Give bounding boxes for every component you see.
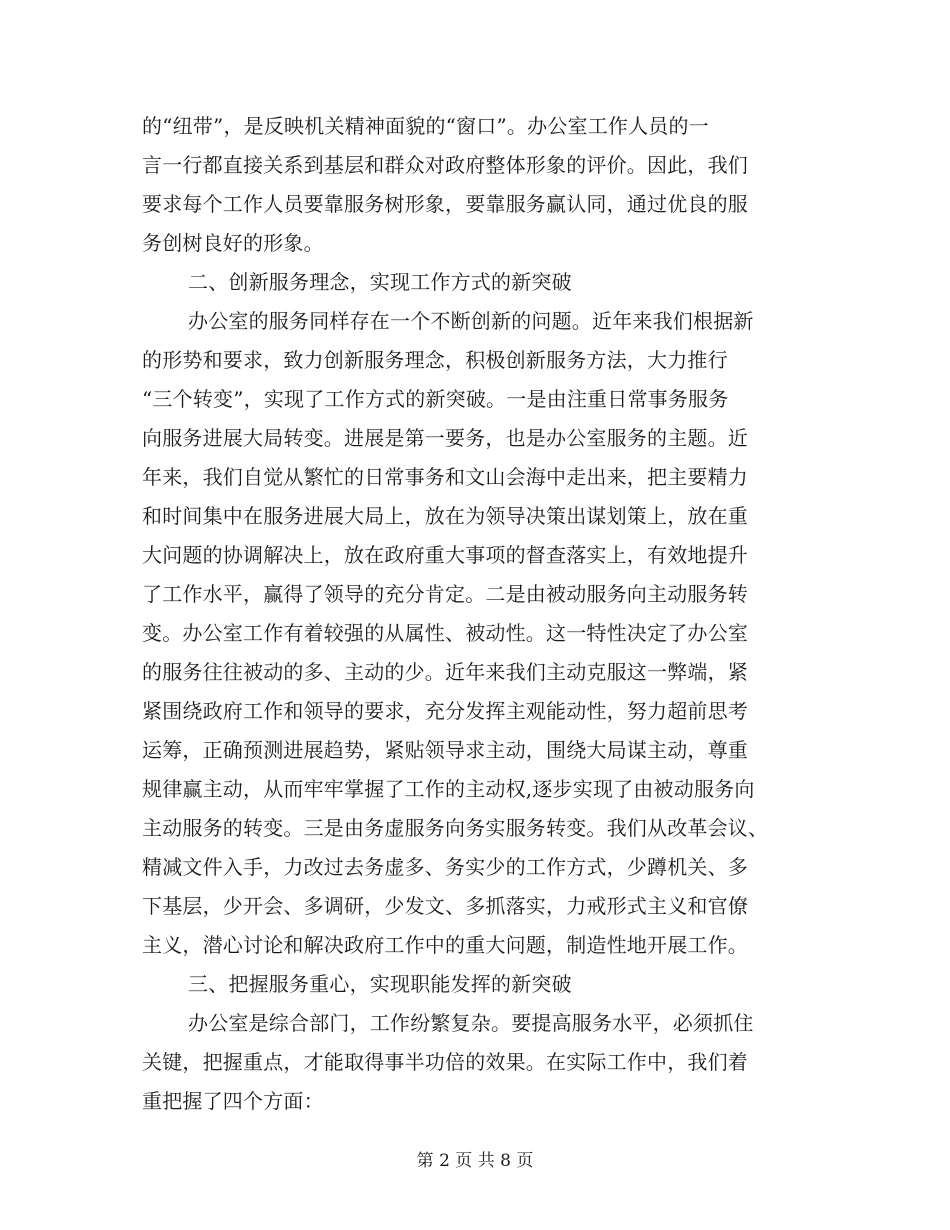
section-heading: 三、把握服务重心，实现职能发挥的新突破 bbox=[188, 972, 572, 996]
text-line: 和时间集中在服务进展大局上，放在为领导决策出谋划策上，放在重 bbox=[142, 504, 748, 528]
text-line: 的“纽带”，是反映机关精神面貌的“窗口”。办公室工作人员的一 bbox=[142, 114, 709, 138]
text-line: 要求每个工作人员要靠服务树形象，要靠服务赢认同，通过优良的服 bbox=[142, 192, 748, 216]
section-heading: 二、创新服务理念，实现工作方式的新突破 bbox=[188, 270, 572, 294]
text-line: 办公室是综合部门，工作纷繁复杂。要提高服务水平，必须抓住 bbox=[188, 1011, 754, 1035]
text-line: 主动服务的转变。三是由务虚服务向务实服务转变。我们从改革会议、 bbox=[142, 816, 769, 840]
text-line: 精减文件入手，力改过去务虚多、务实少的工作方式，少蹲机关、多 bbox=[142, 855, 748, 879]
text-line: 大问题的协调解决上，放在政府重大事项的督查落实上，有效地提升 bbox=[142, 543, 748, 567]
text-line: 向服务进展大局转变。进展是第一要务，也是办公室服务的主题。近 bbox=[142, 426, 748, 450]
text-line: 的服务往往被动的多、主动的少。近年来我们主动克服这一弊端，紧 bbox=[142, 660, 748, 684]
text-line: 运筹，正确预测进展趋势，紧贴领导求主动，围绕大局谋主动，尊重 bbox=[142, 738, 748, 762]
text-line: 言一行都直接关系到基层和群众对政府整体形象的评价。因此，我们 bbox=[142, 153, 748, 177]
text-line: 年来，我们自觉从繁忙的日常事务和文山会海中走出来，把主要精力 bbox=[142, 465, 748, 489]
text-line: 了工作水平，赢得了领导的充分肯定。二是由被动服务向主动服务转 bbox=[142, 582, 748, 606]
text-line: 紧围绕政府工作和领导的要求，充分发挥主观能动性，努力超前思考 bbox=[142, 699, 748, 723]
text-line: 规律赢主动，从而牢牢掌握了工作的主动权,逐步实现了由被动服务向 bbox=[142, 777, 755, 801]
text-line: 下基层，少开会、多调研，少发文、多抓落实，力戒形式主义和官僚 bbox=[142, 894, 748, 918]
text-line: “三个转变”，实现了工作方式的新突破。一是由注重日常事务服务 bbox=[142, 387, 729, 411]
text-line: 关键，把握重点，才能取得事半功倍的效果。在实际工作中，我们着 bbox=[142, 1050, 748, 1074]
page-number-footer: 第 2 页 共 8 页 bbox=[416, 1151, 534, 1171]
text-line: 的形势和要求，致力创新服务理念，积极创新服务方法，大力推行 bbox=[142, 348, 728, 372]
text-line: 办公室的服务同样存在一个不断创新的问题。近年来我们根据新 bbox=[188, 309, 754, 333]
text-line: 主义，潜心讨论和解决政府工作中的重大问题，制造性地开展工作。 bbox=[142, 933, 748, 957]
text-line: 务创树良好的形象。 bbox=[142, 231, 324, 255]
text-line: 变。办公室工作有着较强的从属性、被动性。这一特性决定了办公室 bbox=[142, 621, 748, 645]
text-line: 重把握了四个方面： bbox=[142, 1089, 324, 1113]
